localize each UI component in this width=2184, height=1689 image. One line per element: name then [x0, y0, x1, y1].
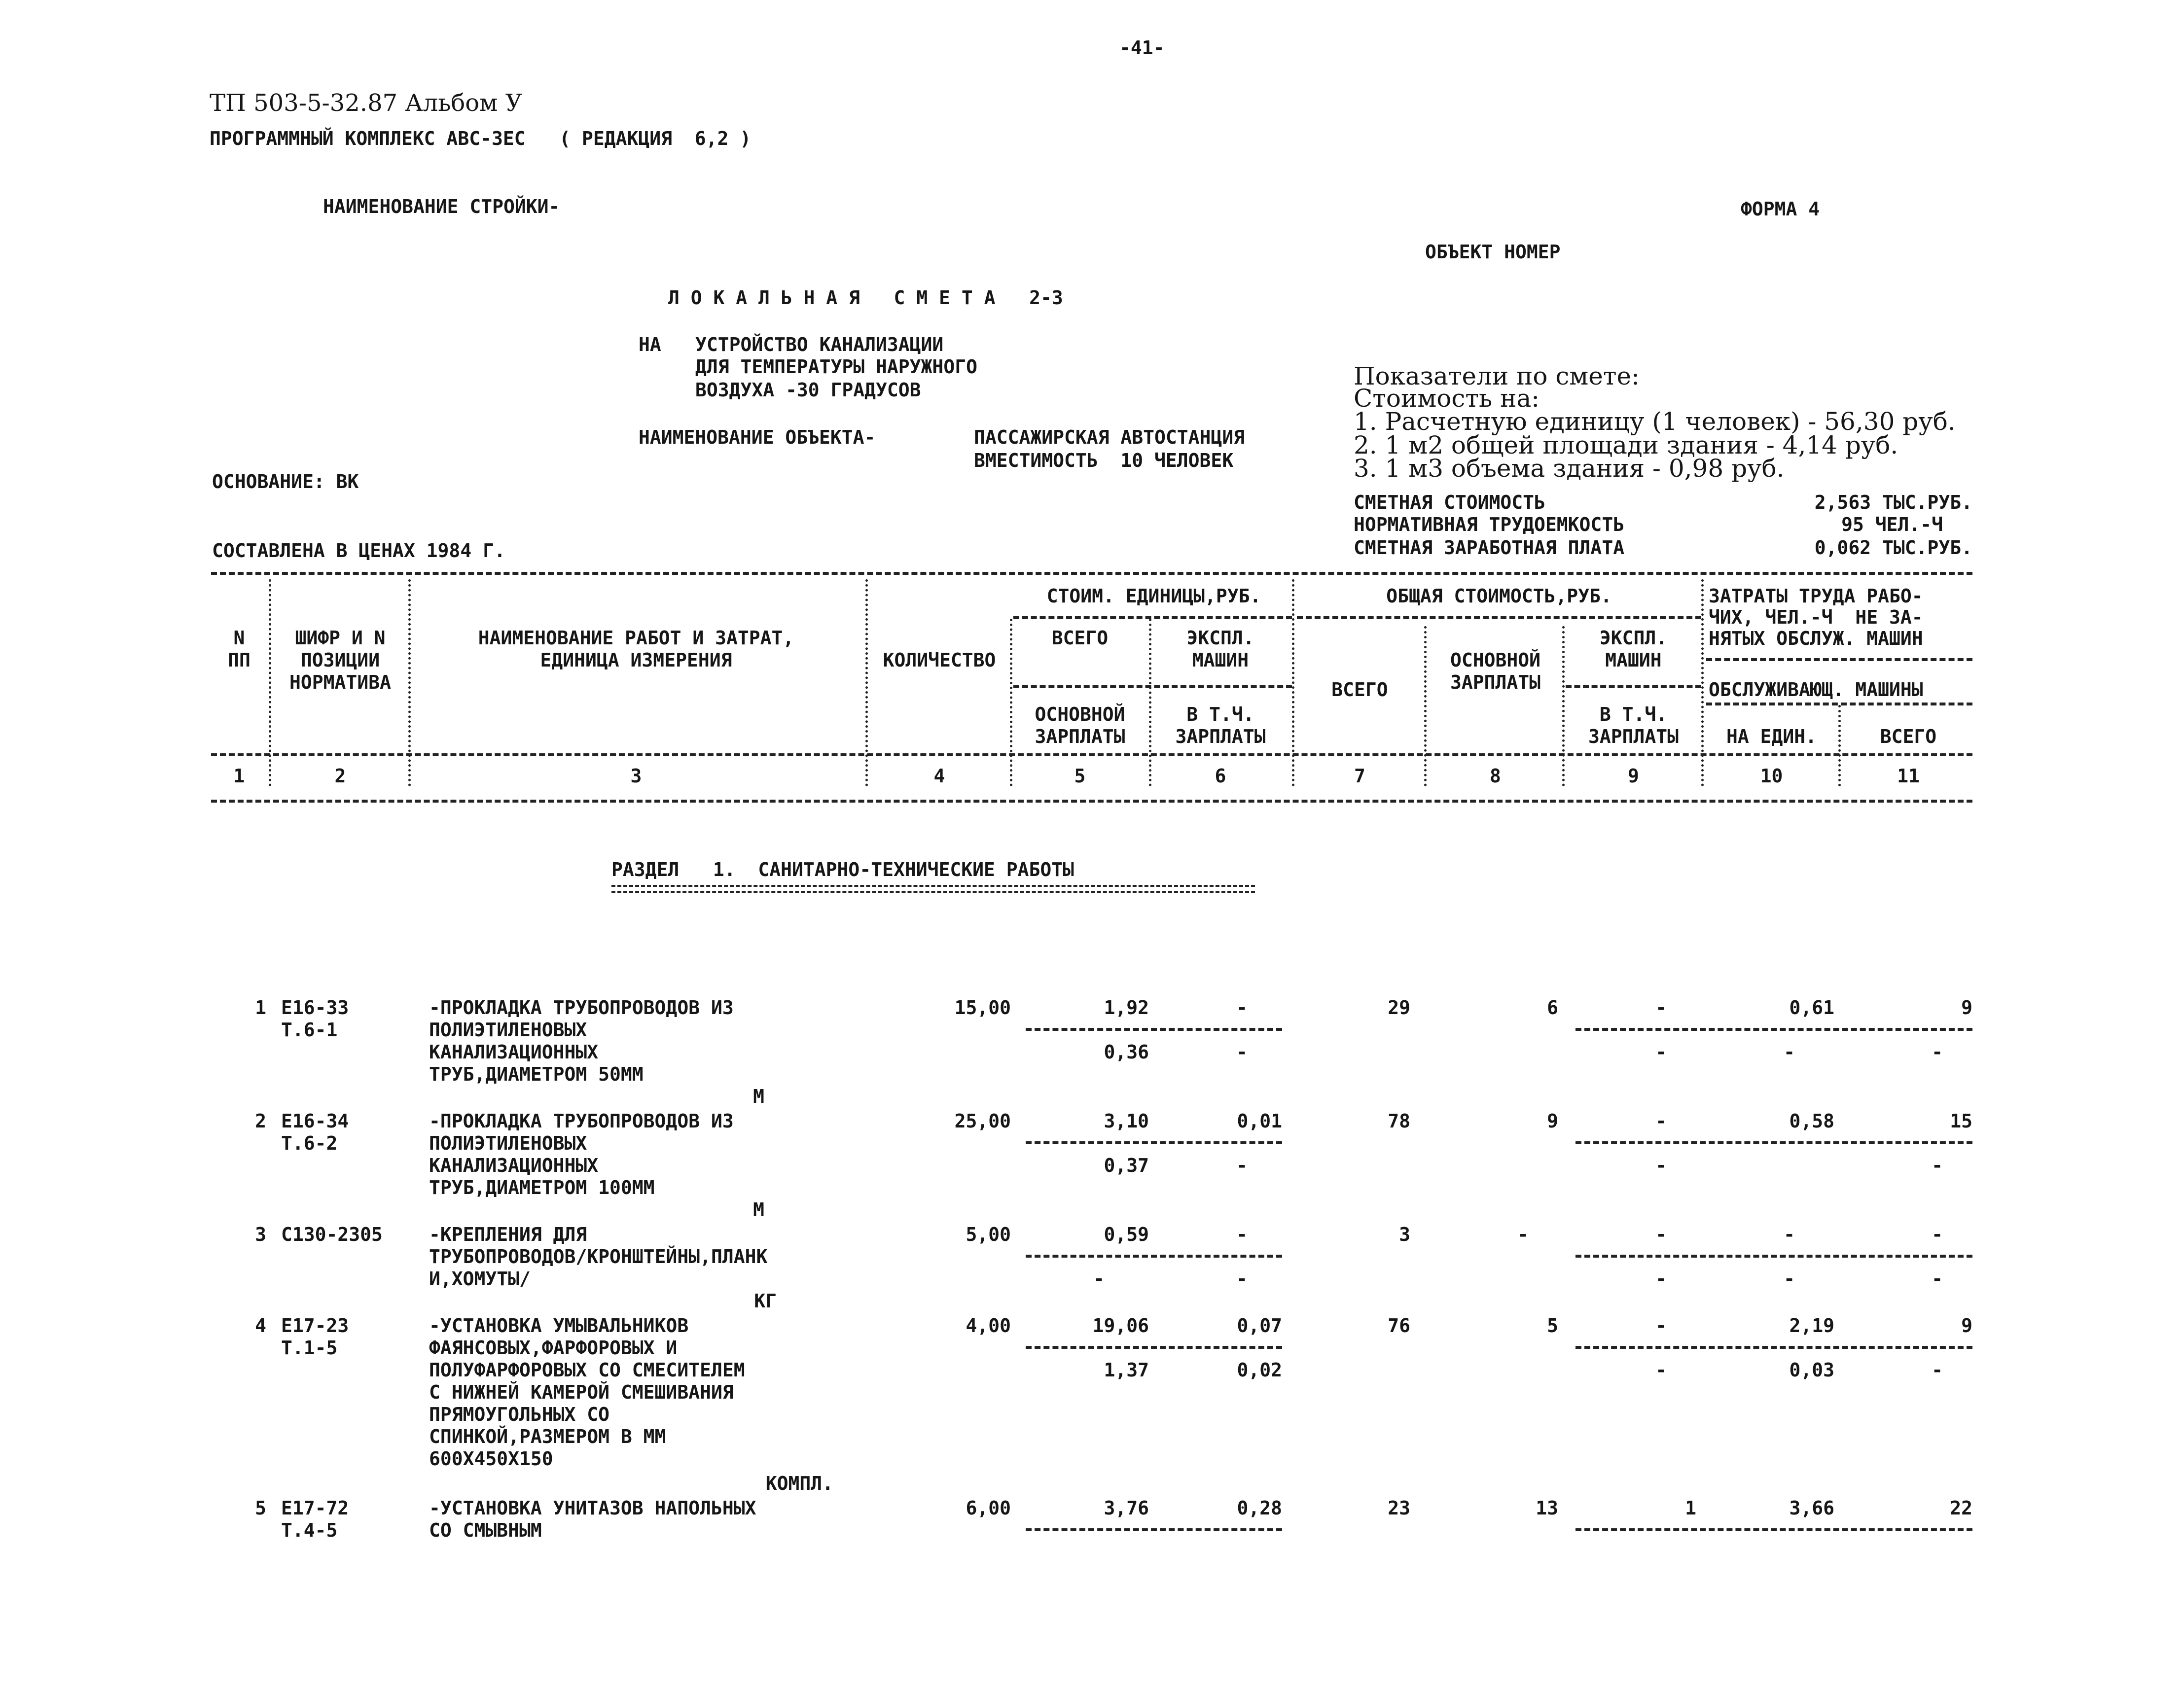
header-rule [1566, 685, 1701, 688]
header-total-incl-wage: ЗАРПЛАТЫ [1588, 726, 1679, 747]
header-unit-machines: ЭКСПЛ. [1186, 627, 1254, 649]
row-code: Е17-23 [281, 1315, 349, 1337]
row-total-base-wage: 5 [1547, 1315, 1558, 1337]
row-name: ТРУБ,ДИАМЕТРОМ 100ММ [429, 1177, 655, 1198]
indicator-2: 2. 1 м2 общей площади здания - 4,14 руб. [1354, 431, 1898, 459]
row-name: ТРУБ,ДИАМЕТРОМ 50ММ [429, 1063, 644, 1085]
row-unit-total: 0,59 [1104, 1224, 1149, 1245]
row-total-base-wage: 6 [1547, 997, 1558, 1019]
row-labor-unit: 3,66 [1789, 1497, 1834, 1519]
row-unit: М [753, 1199, 764, 1221]
row-rule [1575, 1028, 1972, 1031]
header-rule [1013, 685, 1292, 688]
row-unit-total: 3,10 [1104, 1110, 1149, 1132]
header-code: ПОЗИЦИИ [300, 649, 380, 671]
object-number: ОБЪЕКТ НОМЕР [1425, 241, 1561, 263]
row-rule [1026, 1346, 1282, 1349]
row-total: 78 [1388, 1110, 1410, 1132]
row-name: СПИНКОЙ,РАЗМЕРОМ В ММ [429, 1426, 666, 1447]
row-unit: М [753, 1086, 764, 1107]
row-unit-mach: 0,01 [1237, 1110, 1282, 1132]
row-labor-total: 22 [1950, 1497, 1972, 1519]
row-unit-base-wage: 0,37 [1104, 1155, 1149, 1176]
row-labor-total2: - [1932, 1359, 1943, 1381]
row-labor-total2: - [1932, 1268, 1943, 1290]
section-title: РАЗДЕЛ 1. САНИТАРНО-ТЕХНИЧЕСКИЕ РАБОТЫ [611, 859, 1074, 880]
row-unit-mach: 0,28 [1237, 1497, 1282, 1519]
row-total-incl-wage: - [1655, 1041, 1667, 1063]
header-num: N [233, 627, 245, 649]
document-code: ТП 503-5-32.87 Альбом У [210, 89, 523, 117]
row-num: 4 [255, 1315, 266, 1337]
row-rule [1575, 1141, 1972, 1144]
row-code: Т.6-1 [281, 1019, 338, 1041]
row-num: 3 [255, 1224, 266, 1245]
row-qty: 6,00 [966, 1497, 1011, 1519]
header-bottom-rule [211, 753, 1972, 756]
object-name-label: НАИМЕНОВАНИЕ ОБЪЕКТА- [639, 426, 876, 448]
header-unit-incl-wage: ЗАРПЛАТЫ [1175, 726, 1266, 747]
estimate-title: Л О К А Л Ь Н А Я С М Е Т А 2-3 [668, 287, 1063, 309]
form-number: ФОРМА 4 [1741, 198, 1820, 220]
indicator-3: 3. 1 м3 объема здания - 0,98 руб. [1354, 454, 1785, 483]
table-header-end-rule [211, 800, 1972, 803]
row-rule [1575, 1346, 1972, 1349]
row-code: Т.4-5 [281, 1519, 338, 1541]
header-total-all: ВСЕГО [1331, 679, 1388, 701]
row-unit-base-wage: 1,37 [1104, 1359, 1149, 1381]
col-number: 7 [1354, 765, 1365, 787]
header-name: НАИМЕНОВАНИЕ РАБОТ И ЗАТРАТ, [478, 627, 794, 649]
row-labor-unit2: - [1784, 1041, 1795, 1063]
row-unit: КГ [754, 1290, 777, 1312]
header-unit-machines: МАШИН [1192, 649, 1249, 671]
row-labor-total: 9 [1961, 997, 1972, 1019]
col-sep [1838, 705, 1841, 786]
row-code: С130-2305 [281, 1224, 383, 1245]
page-number: -41- [1119, 37, 1165, 59]
header-top-rule [211, 572, 1972, 575]
row-unit-incl-wage: - [1236, 1041, 1248, 1063]
summary-labor-label: НОРМАТИВНАЯ ТРУДОЕМКОСТЬ [1354, 514, 1625, 535]
header-name: ЕДИНИЦА ИЗМЕРЕНИЯ [540, 649, 732, 671]
construction-name-label: НАИМЕНОВАНИЕ СТРОЙКИ- [323, 196, 560, 217]
row-num: 2 [255, 1110, 266, 1132]
basis: ОСНОВАНИЕ: ВК [212, 471, 359, 493]
header-total-base-wage: ЗАРПЛАТЫ [1450, 671, 1541, 693]
summary-wage-label: СМЕТНАЯ ЗАРАБОТНАЯ ПЛАТА [1354, 537, 1625, 559]
object-name-line-1: ПАССАЖИРСКАЯ АВТОСТАНЦИЯ [974, 426, 1245, 448]
row-num: 1 [255, 997, 266, 1019]
header-labor-serv: ОБСЛУЖИВАЮЩ. МАШИНЫ [1709, 679, 1923, 701]
header-unit-base-wage: ЗАРПЛАТЫ [1035, 726, 1125, 747]
row-name: ТРУБОПРОВОДОВ/КРОНШТЕЙНЫ,ПЛАНК [429, 1246, 768, 1267]
header-total-cost: ОБЩАЯ СТОИМОСТЬ,РУБ. [1386, 585, 1612, 607]
col-sep [1562, 626, 1565, 786]
row-unit: КОМПЛ. [765, 1473, 833, 1494]
row-total-mach: - [1655, 1110, 1667, 1132]
row-name: И,ХОМУТЫ/ [429, 1268, 531, 1290]
row-code: Т.1-5 [281, 1337, 338, 1359]
summary-estimated-cost-value: 2,563 ТЫС.РУБ. [1814, 492, 1972, 513]
summary-estimated-cost-label: СМЕТНАЯ СТОИМОСТЬ [1354, 492, 1545, 513]
row-code: Е16-34 [281, 1110, 349, 1132]
header-rule [1706, 703, 1972, 705]
row-unit-total: 3,76 [1104, 1497, 1149, 1519]
row-labor-total: 9 [1961, 1315, 1972, 1337]
indicators-cost-for: Стоимость на: [1354, 384, 1540, 413]
summary-labor-value: 95 ЧЕЛ.-Ч [1841, 514, 1943, 535]
row-total-incl-wage: - [1655, 1359, 1667, 1381]
row-total-mach: - [1655, 1224, 1667, 1245]
row-name: 600Х450Х150 [429, 1448, 553, 1470]
row-total-incl-wage: - [1655, 1268, 1667, 1290]
row-name: ФАЯНСОВЫХ,ФАРФОРОВЫХ И [429, 1337, 678, 1359]
row-name: КАНАЛИЗАЦИОННЫХ [429, 1041, 599, 1063]
row-total: 76 [1388, 1315, 1410, 1337]
row-qty: 5,00 [966, 1224, 1011, 1245]
row-name: -ПРОКЛАДКА ТРУБОПРОВОДОВ ИЗ [429, 1110, 734, 1132]
row-qty: 15,00 [954, 997, 1011, 1019]
subject-line-3: ВОЗДУХА -30 ГРАДУСОВ [695, 379, 921, 401]
col-number: 4 [933, 765, 945, 787]
header-rule [1706, 658, 1972, 661]
row-qty: 25,00 [954, 1110, 1011, 1132]
row-name: -ПРОКЛАДКА ТРУБОПРОВОДОВ ИЗ [429, 997, 734, 1019]
row-unit-incl-wage: - [1236, 1268, 1248, 1290]
row-labor-unit: 2,19 [1789, 1315, 1834, 1337]
header-rule [1297, 616, 1701, 619]
col-sep [1010, 619, 1012, 786]
header-code: НОРМАТИВА [289, 671, 391, 693]
row-name: -УСТАНОВКА УНИТАЗОВ НАПОЛЬНЫХ [429, 1497, 756, 1519]
col-number: 9 [1628, 765, 1639, 787]
row-unit-base-wage: - [1093, 1268, 1105, 1290]
row-labor-unit: 0,61 [1789, 997, 1834, 1019]
row-total: 23 [1388, 1497, 1410, 1519]
row-total-base-wage: - [1517, 1224, 1529, 1245]
header-unit-base-wage: ОСНОВНОЙ [1035, 704, 1125, 725]
row-rule [1026, 1255, 1282, 1258]
row-total-mach: - [1655, 997, 1667, 1019]
col-number: 6 [1215, 765, 1226, 787]
row-name: КАНАЛИЗАЦИОННЫХ [429, 1155, 599, 1176]
row-name: ПОЛИЭТИЛЕНОВЫХ [429, 1019, 587, 1041]
header-labor-total: ВСЕГО [1880, 726, 1937, 747]
row-unit-total: 19,06 [1092, 1315, 1149, 1337]
row-total: 3 [1399, 1224, 1410, 1245]
row-rule [1575, 1528, 1972, 1531]
col-number: 10 [1760, 765, 1783, 787]
row-rule [1026, 1141, 1282, 1144]
row-unit-total: 1,92 [1104, 997, 1149, 1019]
row-labor-total2: - [1932, 1041, 1943, 1063]
header-total-incl-wage: В Т.Ч. [1599, 704, 1668, 725]
row-rule [1575, 1255, 1972, 1258]
row-unit-incl-wage: - [1236, 1155, 1248, 1176]
row-unit-base-wage: 0,36 [1104, 1041, 1149, 1063]
row-unit-mach: 0,07 [1237, 1315, 1282, 1337]
header-total-base-wage: ОСНОВНОЙ [1450, 649, 1541, 671]
header-labor: ЧИХ, ЧЕЛ.-Ч НЕ ЗА- [1709, 606, 1923, 628]
row-name: ПОЛУФАРФОРОВЫХ СО СМЕСИТЕЛЕМ [429, 1359, 745, 1381]
col-number: 11 [1897, 765, 1920, 787]
row-num: 5 [255, 1497, 266, 1519]
indicators-title: Показатели по смете: [1354, 362, 1640, 390]
row-qty: 4,00 [966, 1315, 1011, 1337]
subject-line-2: ДЛЯ ТЕМПЕРАТУРЫ НАРУЖНОГО [695, 356, 977, 378]
header-unit-incl-wage: В Т.Ч. [1186, 704, 1254, 725]
row-name: -КРЕПЛЕНИЯ ДЛЯ [429, 1224, 587, 1245]
program-name: ПРОГРАММНЫЙ КОМПЛЕКС АВС-ЗЕС ( РЕДАКЦИЯ 6,2 ) [210, 128, 752, 149]
col-sep [1149, 619, 1151, 786]
row-total-incl-wage: - [1655, 1155, 1667, 1176]
row-name: -УСТАНОВКА УМЫВАЛЬНИКОВ [429, 1315, 689, 1337]
row-name: ПРЯМОУГОЛЬНЫХ СО [429, 1404, 610, 1425]
row-rule [1026, 1028, 1282, 1031]
row-labor-total: 15 [1950, 1110, 1972, 1132]
row-total-base-wage: 9 [1547, 1110, 1558, 1132]
header-unit-total: ВСЕГО [1051, 627, 1109, 649]
row-unit-mach: - [1236, 997, 1248, 1019]
header-num: ПП [228, 649, 251, 671]
subject-on-label: НА [639, 334, 661, 355]
object-name-line-2: ВМЕСТИМОСТЬ 10 ЧЕЛОВЕК [974, 450, 1234, 471]
row-name: С НИЖНЕЙ КАМЕРОЙ СМЕШИВАНИЯ [429, 1381, 734, 1403]
row-unit-incl-wage: 0,02 [1237, 1359, 1282, 1381]
row-labor-total2: - [1932, 1155, 1943, 1176]
header-labor-per-unit: НА ЕДИН. [1726, 726, 1817, 747]
row-labor-unit2: - [1784, 1268, 1795, 1290]
row-labor-unit: - [1784, 1224, 1795, 1245]
row-labor-unit2: 0,03 [1789, 1359, 1834, 1381]
row-total-mach: 1 [1685, 1497, 1696, 1519]
indicator-1: 1. Расчетную единицу (1 человек) - 56,30 руб. [1354, 407, 1956, 436]
row-labor-total: - [1932, 1224, 1943, 1245]
prices-year: СОСТАВЛЕНА В ЦЕНАХ 1984 Г. [212, 540, 505, 562]
header-code: ШИФР И N [295, 627, 386, 649]
header-total-machines: ЭКСПЛ. [1599, 627, 1668, 649]
col-sep [1424, 626, 1427, 786]
row-name: СО СМЫВНЫМ [429, 1519, 542, 1541]
row-labor-unit: 0,58 [1789, 1110, 1834, 1132]
section-underline [611, 885, 1255, 893]
row-name: ПОЛИЭТИЛЕНОВЫХ [429, 1132, 587, 1154]
row-total: 29 [1388, 997, 1410, 1019]
header-quantity: КОЛИЧЕСТВО [883, 649, 996, 671]
col-number: 5 [1074, 765, 1086, 787]
col-number: 3 [630, 765, 642, 787]
row-code: Е17-72 [281, 1497, 349, 1519]
subject-line-1: УСТРОЙСТВО КАНАЛИЗАЦИИ [695, 334, 944, 355]
header-labor: НЯТЫХ ОБСЛУЖ. МАШИН [1709, 628, 1923, 649]
col-number: 8 [1490, 765, 1501, 787]
row-rule [1026, 1528, 1282, 1531]
header-unit-cost: СТОИМ. ЕДИНИЦЫ,РУБ. [1046, 585, 1261, 607]
header-total-machines: МАШИН [1605, 649, 1662, 671]
header-labor: ЗАТРАТЫ ТРУДА РАБО- [1709, 585, 1923, 607]
row-total-mach: - [1655, 1315, 1667, 1337]
col-number: 2 [334, 765, 346, 787]
summary-wage-value: 0,062 ТЫС.РУБ. [1814, 537, 1972, 559]
header-rule [1013, 616, 1292, 619]
row-total-base-wage: 13 [1536, 1497, 1558, 1519]
row-code: Е16-33 [281, 997, 349, 1019]
row-unit-mach: - [1236, 1224, 1248, 1245]
col-number: 1 [233, 765, 245, 787]
row-code: Т.6-2 [281, 1132, 338, 1154]
